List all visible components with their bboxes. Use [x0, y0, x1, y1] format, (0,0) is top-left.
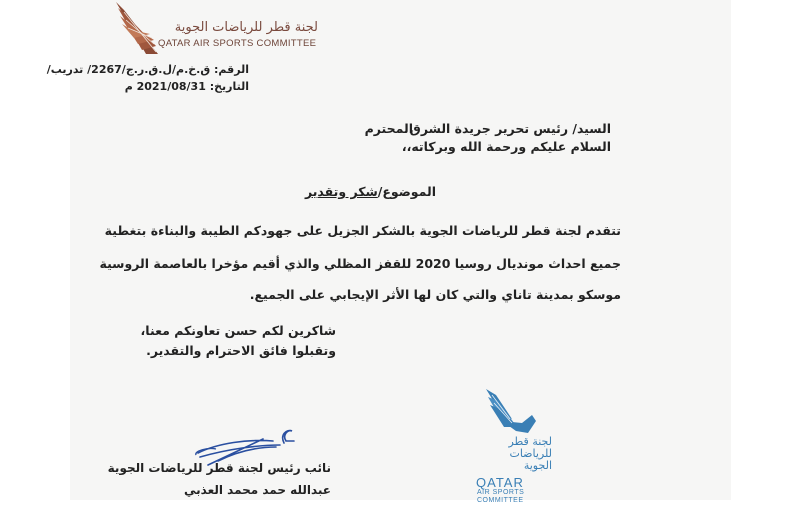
closing-line-1: شاكرين لكم حسن تعاونكم معنا،: [140, 323, 336, 338]
stamp-qatar: QATAR: [476, 475, 524, 490]
reference-number: الرقم: ق.خ.م/ل.ق.ر.ج/2267/ تدريب/: [46, 63, 249, 76]
org-name-english: QATAR AIR SPORTS COMMITTEE: [158, 38, 317, 49]
body-line-3: موسكو بمدينة تاناي والتي كان لها الأثر الإيجابي على الجميع.: [249, 287, 621, 302]
stamp-ar-line-3: الجوية: [523, 459, 552, 472]
stamp-english-name: [477, 489, 524, 505]
signatory-name: عبدالله حمد محمد العذبي: [183, 483, 331, 497]
body-line-2: جميع احداث مونديال روسيا 2020 للقفز المظلي والذي أقيم مؤخرا بالعاصمة الروسية: [99, 256, 621, 271]
signatory-title: نائب رئيس لجنة قطر للرياضات الجوية: [107, 461, 331, 475]
stamp-en-line-2: AIR SPORTS: [477, 489, 525, 496]
subject-line: [305, 184, 436, 199]
greeting: السلام عليكم ورحمة الله وبركاته،،: [401, 139, 611, 154]
stamp-ar-line-1: لجنة قطر: [508, 435, 552, 448]
closing-line-2: وتقبلوا فائق الاحترام والتقدير.: [146, 343, 336, 358]
letter-page: [46, 0, 731, 504]
subject-value: شكر وتقدير: [304, 184, 378, 199]
stamp-en-line-3: COMMITTEE: [477, 497, 524, 504]
falcon-wing-logo-icon: [112, 0, 172, 58]
org-name-arabic: لجنة قطر للرياضات الجوية: [174, 20, 318, 35]
stamp-arabic-name: [472, 436, 552, 472]
subject-label: الموضوع/: [377, 184, 436, 199]
body-line-1: تتقدم لجنة قطر للرياضات الجوية بالشكر الجزيل على جهودكم الطيبة والبناءة بتغطية: [104, 223, 621, 238]
letter-date: التاريخ: 2021/08/31 م: [124, 80, 249, 93]
stamp-ar-line-2: للرياضات: [509, 447, 552, 460]
recipient: السيد/ رئيس تحرير جريدة الشرق: [409, 121, 611, 136]
honorific: المحترم: [364, 121, 413, 136]
